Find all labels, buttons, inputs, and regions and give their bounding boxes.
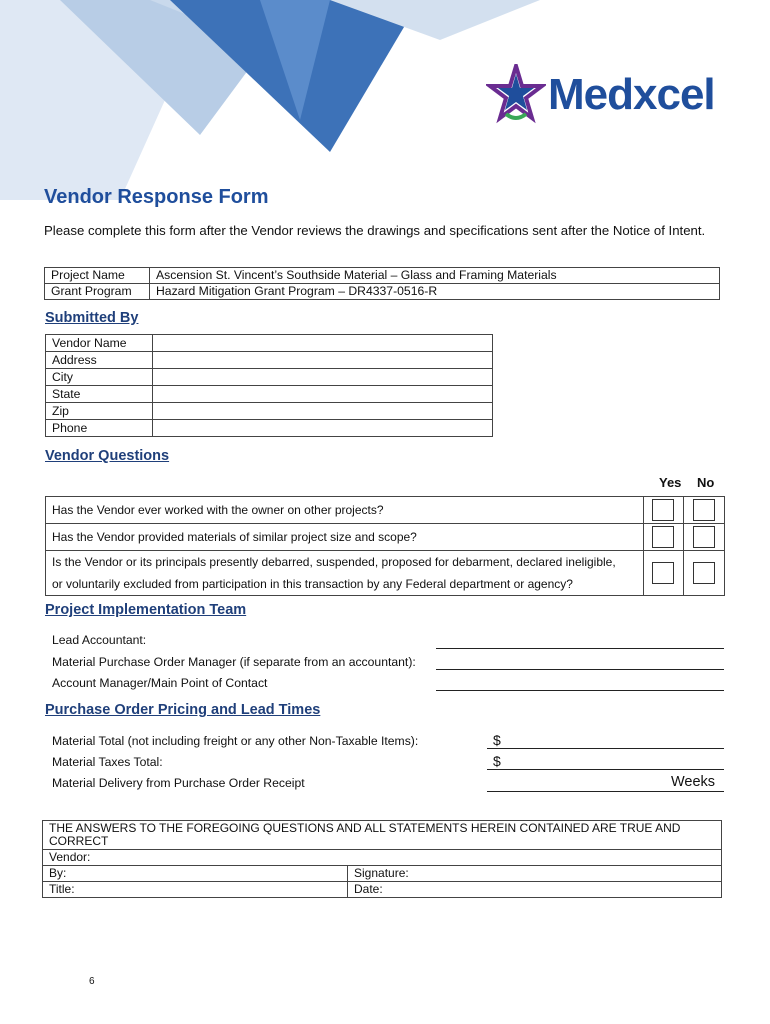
submitted-by-table: [45, 334, 493, 437]
yes-column-label: Yes: [659, 475, 682, 490]
certification-table: [42, 820, 722, 898]
lead-accountant-label: Lead Accountant:: [52, 633, 147, 647]
table-row: [46, 497, 725, 524]
address-field[interactable]: [153, 352, 493, 369]
material-taxes-currency: $: [493, 753, 501, 769]
table-row: [46, 335, 493, 352]
material-total-currency: $: [493, 732, 501, 748]
table-row: [45, 284, 720, 300]
table-row: [46, 403, 493, 420]
question-text-line: or voluntarily excluded from participation in this transaction by any Federal department or agency?: [52, 577, 573, 591]
vendor-signoff-label[interactable]: Vendor:: [43, 850, 722, 866]
question-text: Has the Vendor ever worked with the owner on other projects?: [46, 497, 644, 524]
delivery-label: Material Delivery from Purchase Order Receipt: [52, 776, 305, 790]
material-taxes-label: Material Taxes Total:: [52, 755, 163, 769]
account-manager-label: Account Manager/Main Point of Contact: [52, 676, 268, 690]
project-info-table: [44, 267, 720, 300]
city-label: City: [46, 369, 153, 386]
address-label: Address: [46, 352, 153, 369]
lead-accountant-field[interactable]: [436, 648, 724, 649]
table-row: [43, 821, 722, 850]
no-checkbox[interactable]: [693, 526, 715, 548]
signature-field[interactable]: Signature:: [348, 866, 722, 882]
zip-label: Zip: [46, 403, 153, 420]
table-row: [46, 352, 493, 369]
no-checkbox[interactable]: [693, 499, 715, 521]
yes-checkbox[interactable]: [652, 526, 674, 548]
po-manager-field[interactable]: [436, 669, 724, 670]
no-cell: [684, 551, 725, 596]
city-field[interactable]: [153, 369, 493, 386]
po-manager-label: Material Purchase Order Manager (if separate from an accountant):: [52, 655, 416, 669]
form-title: Vendor Response Form: [44, 186, 269, 208]
state-label: State: [46, 386, 153, 403]
pricing-heading: Purchase Order Pricing and Lead Times: [45, 702, 321, 718]
table-row: [46, 551, 725, 596]
no-column-label: No: [697, 475, 715, 490]
material-taxes-field[interactable]: [487, 769, 724, 770]
table-row: [45, 268, 720, 284]
yes-cell: [643, 524, 684, 551]
yes-cell: [643, 551, 684, 596]
vendor-questions-table: [45, 496, 725, 596]
page-number: 6: [89, 976, 95, 987]
grant-program-value: Hazard Mitigation Grant Program – DR4337-0516-R: [150, 284, 720, 300]
zip-field[interactable]: [153, 403, 493, 420]
title-field[interactable]: Title:: [43, 882, 348, 898]
delivery-weeks-unit: Weeks: [671, 774, 716, 790]
submitted-by-heading: Submitted By: [45, 310, 139, 326]
project-name-value: Ascension St. Vincent’s Southside Material – Glass and Framing Materials: [150, 268, 720, 284]
no-cell: [684, 497, 725, 524]
table-row: [46, 420, 493, 437]
phone-field[interactable]: [153, 420, 493, 437]
no-cell: [684, 524, 725, 551]
account-manager-field[interactable]: [436, 690, 724, 691]
no-checkbox[interactable]: [693, 562, 715, 584]
question-text: Has the Vendor provided materials of similar project size and scope?: [46, 524, 644, 551]
grant-program-label: Grant Program: [45, 284, 150, 300]
vendor-name-field[interactable]: [153, 335, 493, 352]
by-field[interactable]: By:: [43, 866, 348, 882]
table-row: [46, 524, 725, 551]
delivery-weeks-field[interactable]: [487, 791, 724, 792]
company-logo-text: Medxcel: [548, 70, 715, 119]
phone-label: Phone: [46, 420, 153, 437]
certification-statement: THE ANSWERS TO THE FOREGOING QUESTIONS AND ALL STATEMENTS HEREIN CONTAINED ARE TRUE AND CORRECT: [43, 821, 722, 850]
form-intro: Please complete this form after the Vendor reviews the drawings and specifications sent after the Notice of Intent.: [44, 223, 706, 238]
question-text: [46, 551, 644, 596]
question-text-line: Is the Vendor or its principals presently debarred, suspended, proposed for debarment, declared ineligible,: [52, 555, 616, 569]
state-field[interactable]: [153, 386, 493, 403]
material-total-label: Material Total (not including freight or any other Non-Taxable Items):: [52, 734, 419, 748]
table-row: [43, 882, 722, 898]
project-name-label: Project Name: [45, 268, 150, 284]
material-total-field[interactable]: [487, 748, 724, 749]
medxcel-logo-icon: [486, 64, 546, 124]
table-row: [43, 850, 722, 866]
implementation-team-heading: Project Implementation Team: [45, 602, 247, 618]
yes-cell: [643, 497, 684, 524]
vendor-name-label: Vendor Name: [46, 335, 153, 352]
yes-checkbox[interactable]: [652, 499, 674, 521]
table-row: [46, 369, 493, 386]
yes-checkbox[interactable]: [652, 562, 674, 584]
vendor-questions-heading: Vendor Questions: [45, 448, 170, 464]
date-field[interactable]: Date:: [348, 882, 722, 898]
table-row: [43, 866, 722, 882]
table-row: [46, 386, 493, 403]
